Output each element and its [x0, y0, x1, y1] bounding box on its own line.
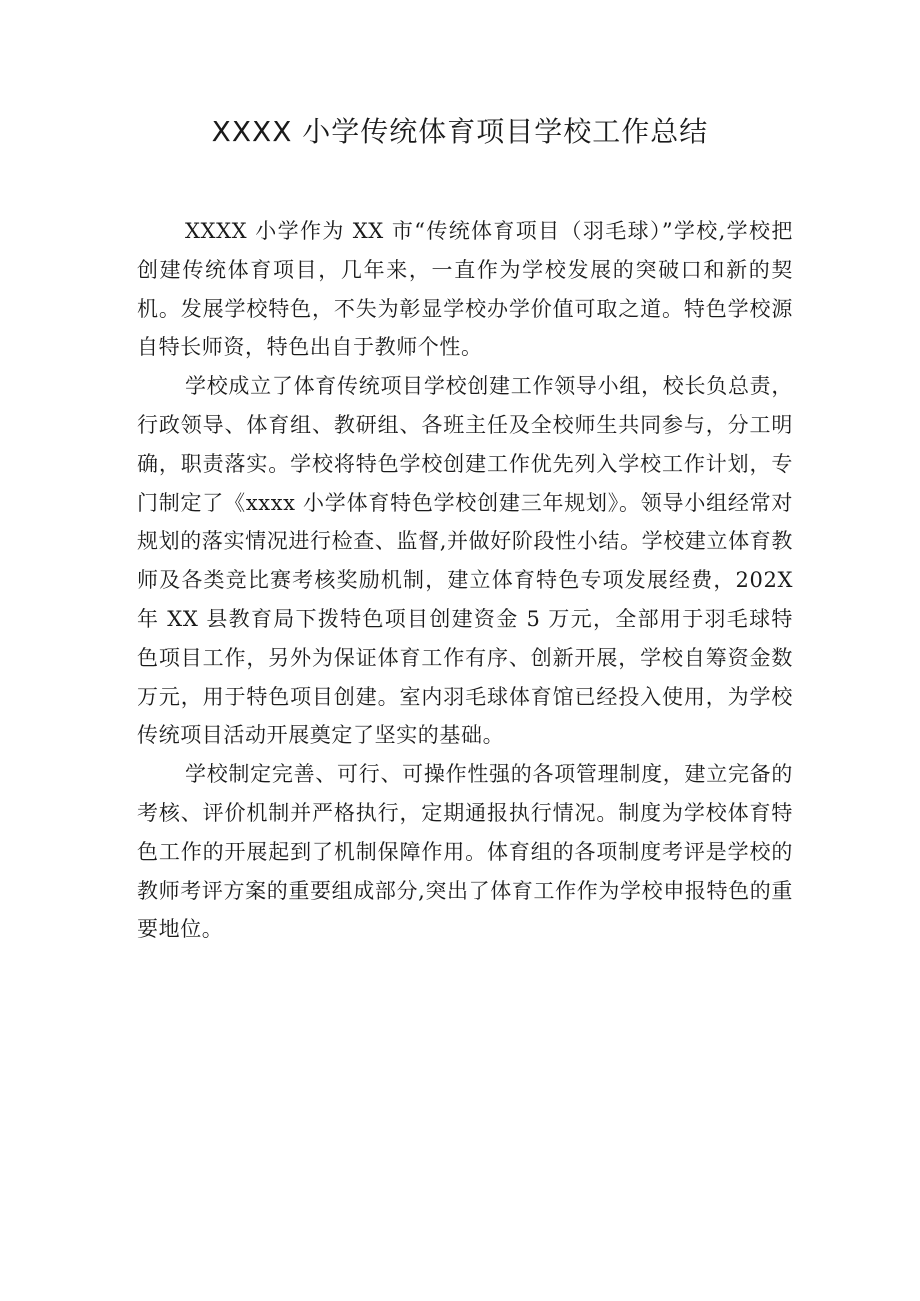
paragraph-3: 学校制定完善、可行、可操作性强的各项管理制度，建立完备的考核、评价机制并严格执行，定期通报执行情况。制度为学校体育特色工作的开展起到了机制保障作用。体育组的各项制度考评是学校的教师考评方案的重要组成部分,突出了体育工作作为学校申报特色的重要地位。 — [137, 762, 793, 942]
paragraph-1: XXXX 小学作为 XX 市“传统体育项目（羽毛球）”学校,学校把创建传统体育项目，几年来，一直作为学校发展的突破口和新的契机。发展学校特色，不失为彰显学校办学价值可取之道。特色学校源自特长师资，特色出自于教师个性。 — [137, 219, 793, 360]
document-title: XXXX 小学传统体育项目学校工作总结 — [211, 115, 709, 148]
document-body — [137, 212, 793, 949]
paragraph-2: 学校成立了体育传统项目学校创建工作领导小组，校长负总责，行政领导、体育组、教研组、各班主任及全校师生共同参与，分工明确，职责落实。学校将特色学校创建工作优先列入学校工作计划，专门制定了《xxxx 小学体育特色学校创建三年规划》。领导小组经常对规划的落实情况进行检查、监督,并做好阶段性小结。学校建立体育教师及各类竞比赛考核奖励机制，建立体育特色专项发展经费，202X 年 XX 县教育局下拨特色项目创建资金 5 万元，全部用于羽毛球特色项目工作，另外为保证体育工作有序、创新开展，学校自筹资金数万元，用于特色项目创建。室内羽毛球体育馆已经投入使用，为学校传统项目活动开展奠定了坚实的基础。 — [137, 374, 793, 748]
